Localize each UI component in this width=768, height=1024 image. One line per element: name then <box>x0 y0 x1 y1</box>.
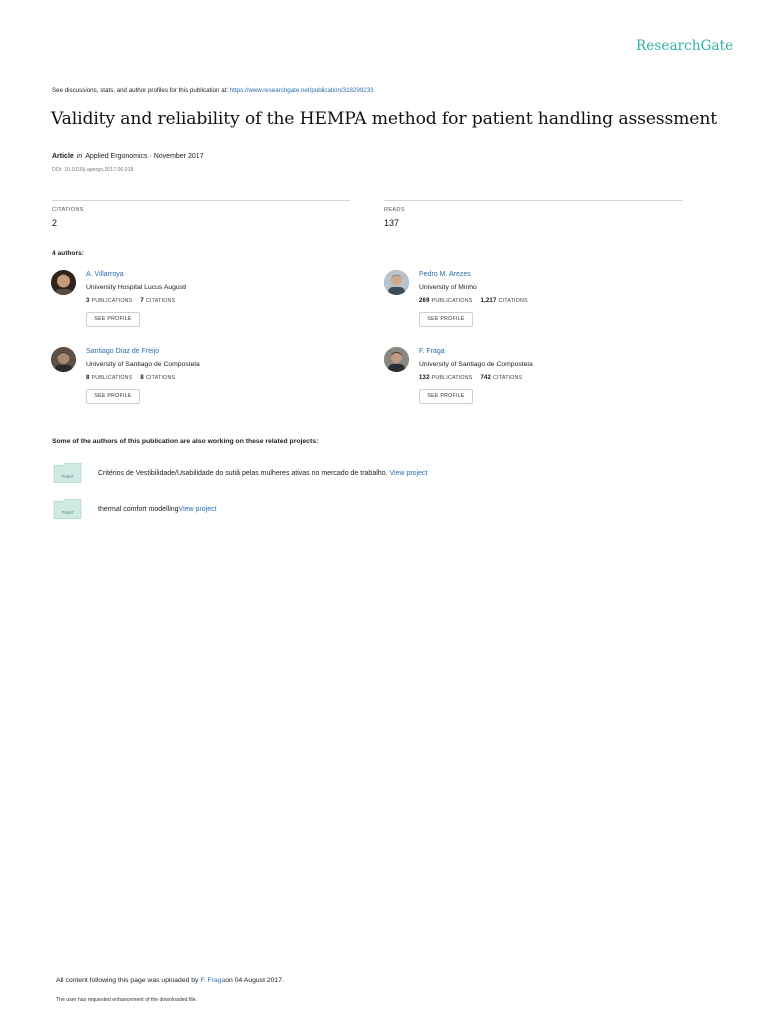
author-card <box>384 270 684 340</box>
project-title: Critérios de Vestibilidade/Usabilidade do sutiã pelas mulheres ativas no mercado de trabalho. <box>98 470 388 477</box>
upload-suffix: on 04 August 2017. <box>225 977 284 984</box>
view-project-link[interactable]: View project <box>389 470 428 477</box>
author-avatar[interactable] <box>384 347 409 372</box>
author-institution: University Hospital Lucus Augusti <box>86 284 187 291</box>
author-card <box>51 270 351 340</box>
author-institution: University of Santiago de Compostela <box>86 361 200 368</box>
reads-label: READS <box>384 207 405 213</box>
reads-divider <box>384 200 683 201</box>
author-avatar[interactable] <box>51 270 76 295</box>
author-stats <box>86 375 175 381</box>
citations-label: CITATIONS <box>493 375 523 381</box>
project-icon-label: Project <box>61 474 74 479</box>
uploader-link[interactable]: F. Fraga <box>200 977 226 984</box>
project-icon-label: Project <box>61 510 74 515</box>
citations-count: 1,217 <box>480 298 497 304</box>
citations-divider <box>52 200 350 201</box>
publications-label: PUBLICATIONS <box>91 375 133 381</box>
publications-label: PUBLICATIONS <box>91 298 133 304</box>
project-folder-icon <box>53 499 82 524</box>
project-item <box>98 506 217 513</box>
author-avatar[interactable] <box>384 270 409 295</box>
discussion-prefix: See discussions, stats, and author profiles for this publication at: <box>52 87 229 94</box>
upload-info <box>56 977 284 984</box>
citations-label: CITATIONS <box>145 375 176 381</box>
author-name[interactable]: Santiago Díaz de Freijo <box>86 348 160 355</box>
project-title: thermal comfort modelling <box>98 506 179 513</box>
author-stats <box>419 375 522 381</box>
citations-label: CITATIONS <box>145 298 176 304</box>
in-word: in <box>76 153 83 160</box>
author-name[interactable]: F. Fraga <box>419 348 445 355</box>
publications-count: 3 <box>86 298 90 304</box>
author-institution: University of Santiago de Compostela <box>419 361 533 368</box>
publications-label: PUBLICATIONS <box>431 298 473 304</box>
journal-date[interactable]: Applied Ergonomics · November 2017 <box>85 153 204 160</box>
citations-count: 8 <box>140 375 144 381</box>
citations-count: 742 <box>480 375 492 381</box>
publication-url-link[interactable]: https://www.researchgate.net/publication/318299233 <box>229 87 374 94</box>
see-profile-button[interactable]: SEE PROFILE <box>419 389 473 404</box>
publications-label: PUBLICATIONS <box>431 375 473 381</box>
publication-title: Validity and reliability of the HEMPA method for patient handling assessment <box>51 109 717 129</box>
author-card <box>384 347 684 417</box>
author-institution: University of Minho <box>419 284 477 291</box>
publications-count: 8 <box>86 375 90 381</box>
author-avatar[interactable] <box>51 347 76 372</box>
enhancement-note: The user has requested enhancement of the downloaded file. <box>56 997 198 1003</box>
author-card <box>51 347 351 417</box>
author-name[interactable]: Pedro M. Arezes <box>419 271 471 278</box>
citations-label: CITATIONS <box>52 207 84 213</box>
project-item <box>98 470 427 477</box>
researchgate-logo[interactable]: ResearchGate <box>636 38 734 54</box>
view-project-link[interactable]: View project <box>178 506 217 513</box>
reads-value: 137 <box>384 218 400 228</box>
citations-value: 2 <box>52 218 58 228</box>
publications-count: 269 <box>419 298 430 304</box>
project-folder-icon <box>53 463 82 488</box>
citations-label: CITATIONS <box>498 298 528 304</box>
publications-count: 132 <box>419 375 430 381</box>
upload-prefix: All content following this page was uploaded by <box>56 977 199 984</box>
author-stats <box>86 298 175 304</box>
publication-type: Article <box>52 153 74 160</box>
author-stats <box>419 298 528 304</box>
author-name[interactable]: A. Villarroya <box>86 271 124 278</box>
discussion-line <box>52 87 374 94</box>
publication-meta <box>52 153 204 160</box>
doi-text: DOI: 10.1016/j.apergo.2017.06.018 <box>52 167 134 173</box>
see-profile-button[interactable]: SEE PROFILE <box>419 312 473 327</box>
see-profile-button[interactable]: SEE PROFILE <box>86 389 140 404</box>
citations-count: 7 <box>140 298 144 304</box>
see-profile-button[interactable]: SEE PROFILE <box>86 312 140 327</box>
authors-header: 4 authors: <box>52 250 84 257</box>
related-projects-header: Some of the authors of this publication are also working on these related projects: <box>52 438 319 445</box>
